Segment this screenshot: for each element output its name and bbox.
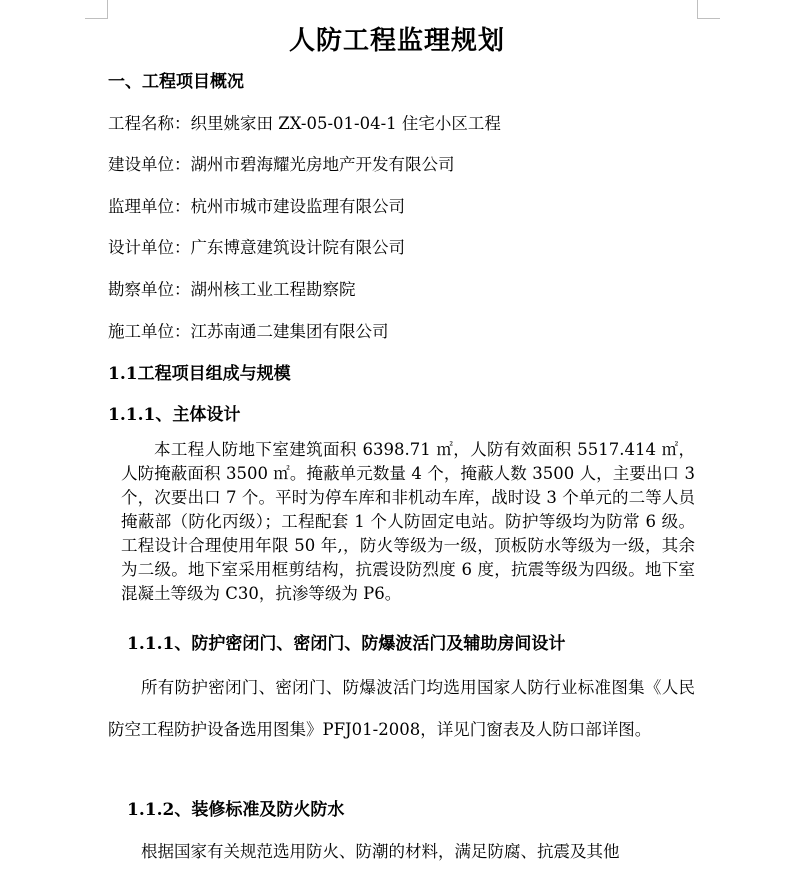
- page-corner-mark-right: [697, 0, 720, 19]
- section-heading-overview: 一、工程项目概况: [108, 72, 244, 92]
- page-corner-mark-left: [85, 0, 108, 19]
- subsection-heading-1-1: 1.1工程项目组成与规模: [108, 364, 291, 384]
- subsection-heading-1-1-1: 1.1.1、主体设计: [108, 405, 241, 425]
- info-developer: 建设单位：湖州市碧海耀光房地产开发有限公司: [108, 155, 455, 174]
- doors-paragraph: 所有防护密闭门、密闭门、防爆波活门均选用国家人防行业标准图集《人民防空工程防护设备选用图集》PFJ01-2008，详见门窗表及人防口部详图。: [108, 678, 695, 739]
- info-surveyor: 勘察单位：湖州核工业工程勘察院: [108, 280, 356, 299]
- main-design-paragraph: 本工程人防地下室建筑面积 6398.71 ㎡，人防有效面积 5517.414 ㎡，人防掩蔽面积 3500 ㎡。掩蔽单元数量 4 个，掩蔽人数 3500 人，主要出口 3 个，次要出口 7 个。平时为停车库和非机动车库，战时设 3 个单元的二等人员掩蔽部（防化丙级）；工程配套 1 个人防固定电站。防护等级均为防常 6 级。工程设计合理使用年限 50 年,，防火等级为一级，顶板防水等级为一级，其余为二级。地下室采用框剪结构，抗震设防烈度 6 度，抗震等级为四级。地下室混凝土等级为 C30，抗渗等级为 P6。: [121, 440, 695, 603]
- subsection-heading-1-1-2: 1.1.2、装修标准及防火防水: [127, 800, 345, 820]
- info-supervisor: 监理单位：杭州市城市建设监理有限公司: [108, 197, 405, 216]
- info-contractor: 施工单位：江苏南通二建集团有限公司: [108, 322, 389, 341]
- info-designer: 设计单位：广东博意建筑设计院有限公司: [108, 238, 405, 257]
- info-project-name: 工程名称：织里姚家田 ZX-05-01-04-1 住宅小区工程: [108, 114, 501, 133]
- decoration-paragraph: 根据国家有关规范选用防火、防潮的材料，满足防腐、抗震及其他: [141, 842, 620, 861]
- subsection-heading-doors: 1.1.1、防护密闭门、密闭门、防爆波活门及辅助房间设计: [127, 634, 566, 654]
- document-title: 人防工程监理规划: [288, 26, 505, 56]
